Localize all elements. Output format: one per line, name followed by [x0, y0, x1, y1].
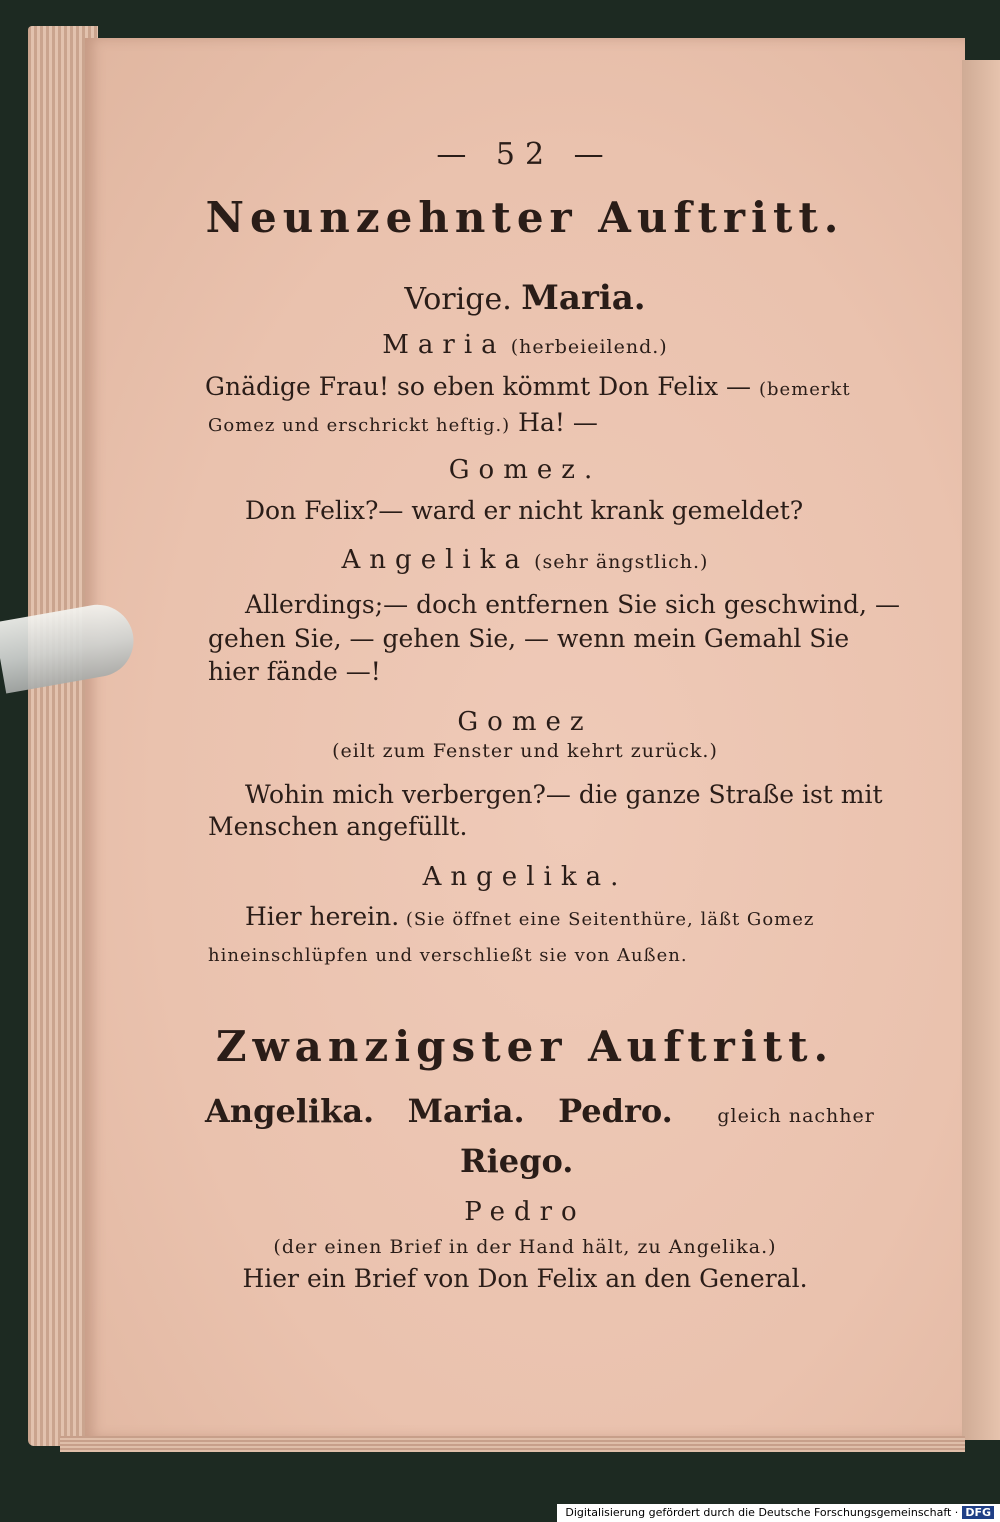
stage-direction: hineinschlüpfen und verschließt sie von Außen.: [208, 945, 688, 966]
cast-riego: Riego.: [460, 1142, 574, 1180]
speaker-angelika: [85, 545, 965, 575]
footer-text: Digitalisierung gefördert durch die Deutsche Forschungsgemeinschaft ·: [565, 1506, 959, 1519]
scene-20-heading: Zwanzigster Auftritt.: [215, 1022, 835, 1071]
stage-direction: (der einen Brief in der Hand hält, zu Angelika.): [273, 1236, 777, 1258]
scene-19-cast: [85, 278, 965, 318]
dialogue-line: [208, 408, 598, 437]
cast-maria: Maria.: [521, 278, 646, 318]
dialogue-text: Hier herein.: [245, 902, 400, 931]
dialogue-line: [245, 902, 814, 931]
stage-direction: (sehr ängstlich.): [534, 551, 709, 573]
cast-prefix: Vorige.: [404, 282, 512, 317]
speaker-name: Angelika: [341, 545, 529, 575]
cast-note: gleich nachher: [717, 1105, 875, 1127]
cast-angelika: Angelika.: [205, 1092, 375, 1130]
stage-direction: (eilt zum Fenster und kehrt zurück.): [332, 740, 718, 762]
dialogue-line: [205, 372, 851, 401]
dialogue-line: Allerdings;— doch entfernen Sie sich geschwind, —: [245, 590, 900, 619]
speaker-gomez: Gomez.: [448, 455, 602, 485]
cast-pedro: Pedro.: [558, 1092, 673, 1130]
dialogue-line: Menschen angefüllt.: [208, 812, 468, 841]
book-bottom-edge: [60, 1436, 965, 1452]
dialogue-line: Wohin mich verbergen?— die ganze Straße ist mit: [245, 780, 883, 809]
scene-19-heading: Neunzehnter Auftritt.: [205, 193, 845, 242]
cast-maria: Maria.: [407, 1092, 525, 1130]
book-page: [85, 38, 965, 1438]
speaker-gomez: Gomez: [457, 707, 593, 737]
speaker-pedro: Pedro: [464, 1197, 586, 1227]
page-number: — 52 —: [436, 137, 614, 172]
dialogue-line: hier fände —!: [208, 657, 381, 686]
facing-page-edge: [962, 60, 1000, 1440]
speaker-angelika: Angelika.: [422, 862, 628, 892]
speaker-maria: [85, 330, 965, 360]
dialogue-line: [208, 938, 688, 967]
dialogue-line: Don Felix?— ward er nicht krank gemeldet?: [245, 496, 804, 525]
dialogue-line: gehen Sie, — gehen Sie, — wenn mein Gemahl Sie: [208, 624, 850, 653]
stage-direction: (Sie öffnet eine Seitenthüre, läßt Gomez: [399, 909, 815, 930]
speaker-name: Maria: [382, 330, 506, 360]
stage-direction: (bemerkt: [759, 379, 851, 400]
dfg-logo: DFG: [962, 1506, 994, 1519]
scene-20-cast: [205, 1092, 875, 1130]
stage-direction: (herbeieilend.): [510, 336, 668, 358]
footer-credit: [557, 1504, 1000, 1522]
dialogue-text: Ha! —: [510, 408, 598, 437]
dialogue-text: Gnädige Frau! so eben kömmt Don Felix —: [205, 372, 759, 401]
dialogue-line: Hier ein Brief von Don Felix an den General.: [242, 1264, 808, 1293]
stage-direction: Gomez und erschrickt heftig.): [208, 415, 511, 436]
